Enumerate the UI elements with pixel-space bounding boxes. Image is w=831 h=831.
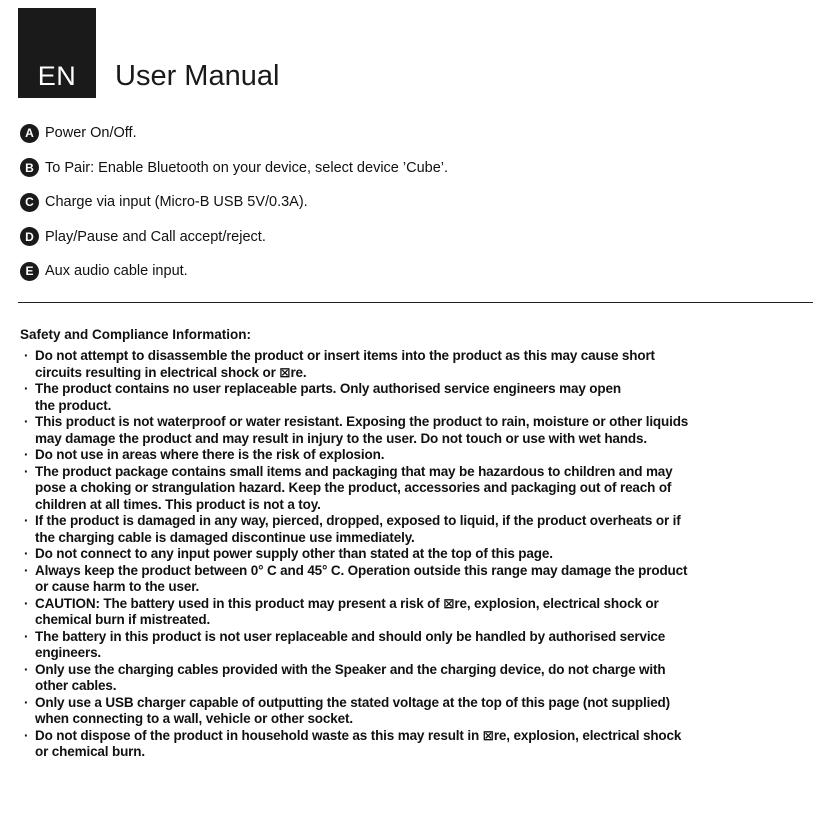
safety-item: · Only use the charging cables provided with the Speaker and the charging device, do not charge with other cables. xyxy=(20,662,826,695)
feature-item-e xyxy=(20,260,448,282)
safety-item: · If the product is damaged in any way, pierced, dropped, exposed to liquid, if the product overheats or if the charging cable is damaged discontinue use immediately. xyxy=(20,513,826,546)
feature-item-b xyxy=(20,157,448,179)
safety-item: · The product contains no user replaceable parts. Only authorised service engineers may open the product. xyxy=(20,381,826,414)
feature-item-c xyxy=(20,191,448,213)
safety-list xyxy=(20,348,826,761)
page-title: User Manual xyxy=(115,60,280,92)
letter-e-icon: E xyxy=(20,262,39,281)
feature-text: Charge via input (Micro-B USB 5V/0.3A). xyxy=(45,194,308,210)
feature-text: Aux audio cable input. xyxy=(45,263,188,279)
feature-text: Power On/Off. xyxy=(45,125,137,141)
feature-text: To Pair: Enable Bluetooth on your device, select device ’Cube’. xyxy=(45,159,449,176)
safety-item: · Always keep the product between 0° C and 45° C. Operation outside this range may damage the product or cause harm to the user. xyxy=(20,563,826,596)
safety-item: · Only use a USB charger capable of outputting the stated voltage at the top of this page (not supplied) when connecting to a wall, vehicle or other socket. xyxy=(20,695,826,728)
safety-item: · Do not use in areas where there is the risk of explosion. xyxy=(20,447,826,464)
letter-c-icon: C xyxy=(20,193,39,212)
safety-item: · This product is not waterproof or water resistant. Exposing the product to rain, moisture or other liquids may damage the product and may result in injury to the user. Do not touch or use with wet hands. xyxy=(20,414,826,447)
safety-item: · Do not dispose of the product in household waste as this may result in ⊠re, explosion, electrical shock or chemical burn. xyxy=(20,728,826,761)
safety-item: · CAUTION: The battery used in this product may present a risk of ⊠re, explosion, electrical shock or chemical burn if mistreated. xyxy=(20,596,826,629)
feature-list xyxy=(20,122,448,295)
safety-section xyxy=(20,326,826,761)
feature-item-d xyxy=(20,226,448,248)
language-code: EN xyxy=(37,61,77,91)
letter-d-icon: D xyxy=(20,227,39,246)
section-divider xyxy=(18,302,813,303)
letter-a-icon: A xyxy=(20,124,39,143)
safety-item: · The product package contains small items and packaging that may be hazardous to children and may pose a choking or strangulation hazard. Keep the product, accessories and packaging out of reach of children at all times. This product is not a toy. xyxy=(20,464,826,514)
safety-item: · The battery in this product is not user replaceable and should only be handled by authorised service engineers. xyxy=(20,629,826,662)
feature-item-a xyxy=(20,122,448,144)
letter-b-icon: B xyxy=(20,158,39,177)
safety-item: · Do not attempt to disassemble the product or insert items into the product as this may cause short circuits resulting in electrical shock or ⊠re. xyxy=(20,348,826,381)
feature-text: Play/Pause and Call accept/reject. xyxy=(45,228,266,245)
safety-title: Safety and Compliance Information: xyxy=(20,327,252,342)
safety-item: · Do not connect to any input power supply other than stated at the top of this page. xyxy=(20,546,826,563)
